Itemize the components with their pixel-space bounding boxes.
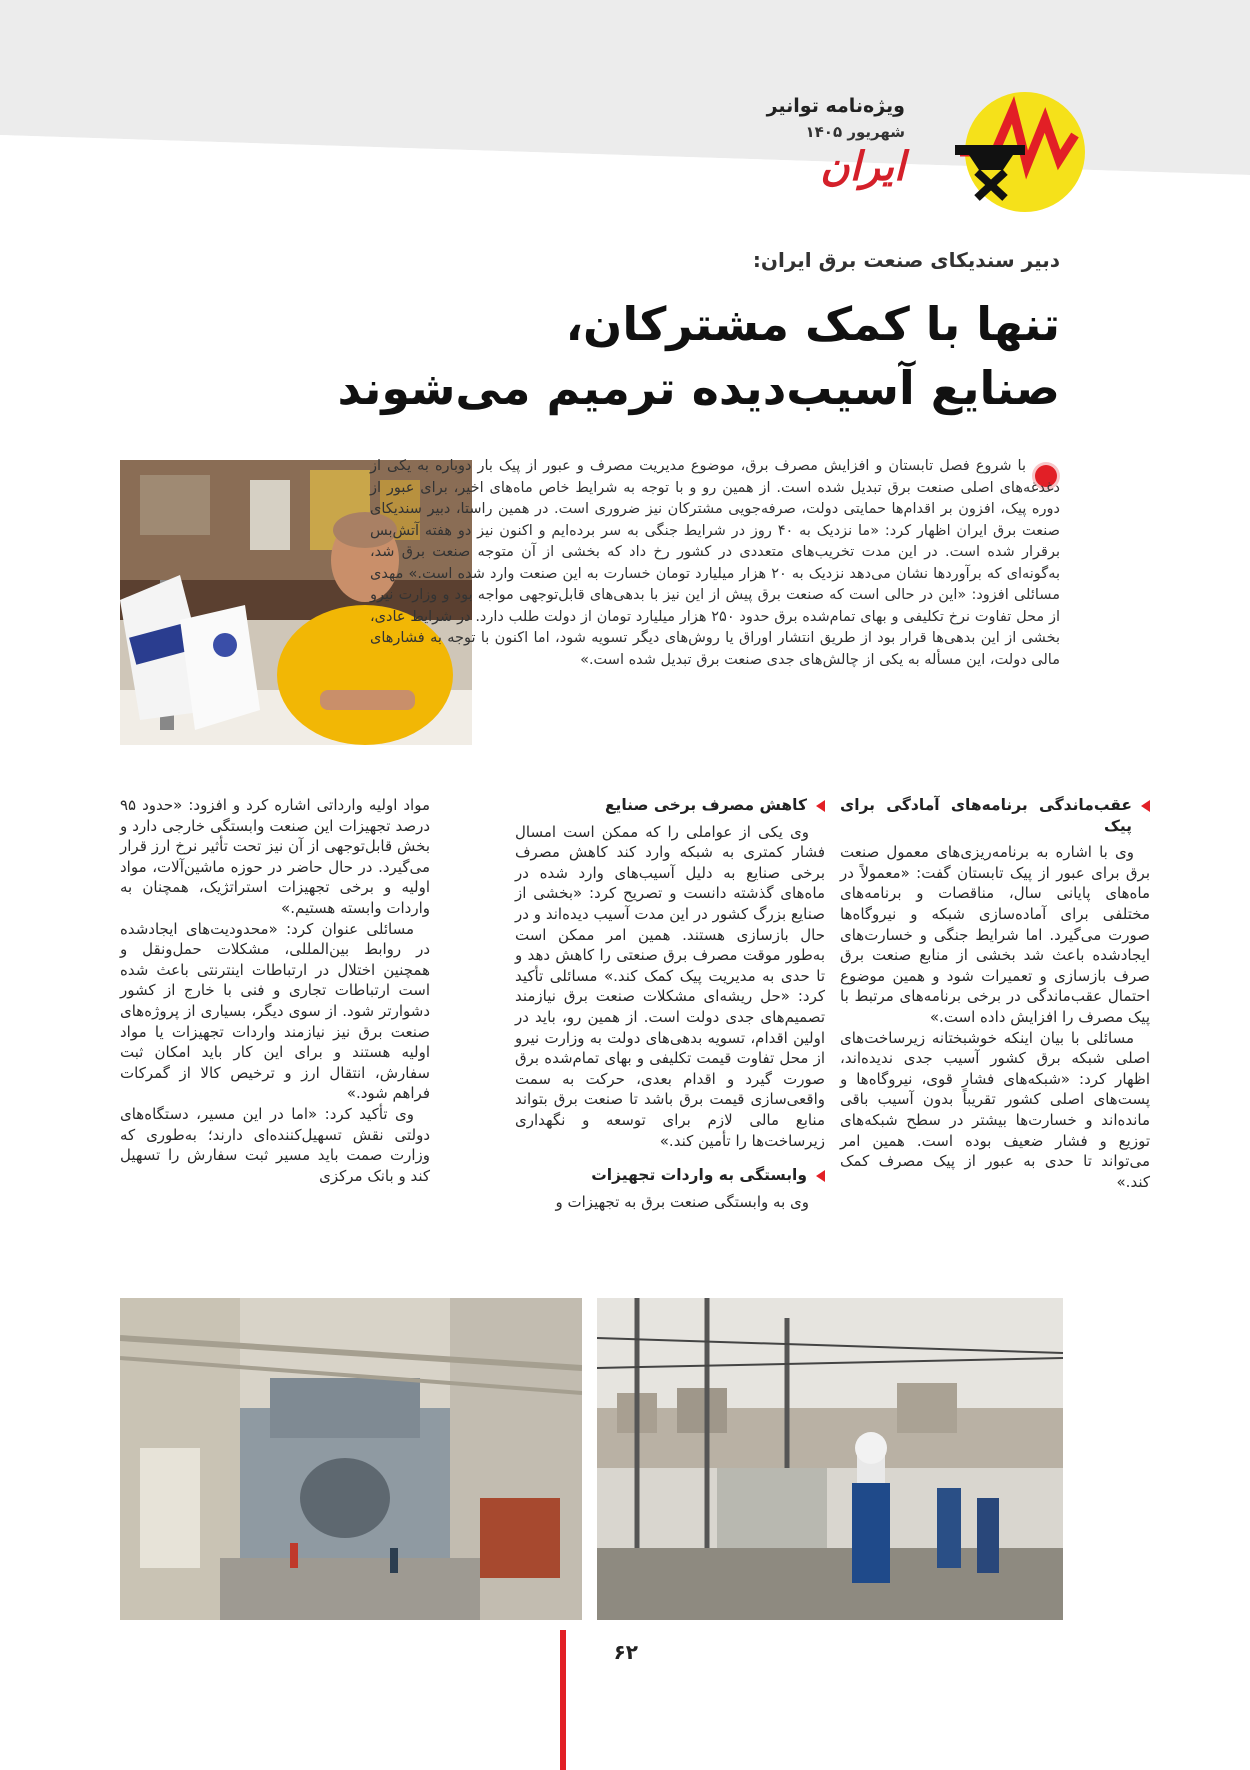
paragraph: مواد اولیه وارداتی اشاره کرد و افزود: «حدود ۹۵ درصد تجهیزات این صنعت وابستگی خارجی دارد و بخش قابل‌توجهی از آن نیز تحت تأثیر نرخ ارز قرار می‌گیرد. در حال حاضر در حوزه ماشین‌آلات، مواد اولیه و برخی تجهیزات استراتژیک، همچنان به واردات وابسته هستیم.» [120,796,430,917]
headline-line-2: صنایع آسیب‌دیده ترمیم می‌شوند [337,361,1060,415]
subheading-import-dependency: وابستگی به واردات تجهیزات [515,1165,825,1186]
publication-brand [767,95,905,190]
paragraph: مسائلی با بیان اینکه خوشبختانه زیرساخت‌های اصلی شبکه برق کشور آسیب جدی ندیده‌اند، اظهار کرد: «شبکه‌های فشار قوی، نیروگاه‌ها و پست‌های اصلی کشور تقریباً بدون آسیب باقی مانده‌اند و خسارت‌ها بیشتر در سطح شبکه‌های توزیع و فشار ضعیف بوده است. همین امر می‌تواند تا حدی به عبور از پیک مصرف کمک کند.» [840,1028,1150,1191]
column-middle [515,795,825,1212]
iran-logo: ایران [820,143,905,190]
subheading-industry-consumption: کاهش مصرف برخی صنایع [515,795,825,816]
column-left [120,795,430,1186]
supplement-title: ویژه‌نامه توانیر [766,95,905,117]
article-headline [110,292,1060,420]
paragraph: وی یکی از عواملی را که ممکن است امسال فشار کمتری به شبکه وارد کند کاهش مصرف برخی صنایع به دلیل آسیب‌های وارد شده در ماه‌های گذشته دانست و تصریح کرد: «بخشی از صنایع بزرگ کشور در این مدت آسیب دیده‌اند و در حال بازسازی هستند. همین امر ممکن است به‌طور موقت مصرف برق صنعتی را کاهش دهد و تا حدی به مدیریت پیک کمک کند.» مسائلی تأکید کرد: «حل ریشه‌ای مشکلات صنعت برق نیازمند تصمیم‌های جدی دولت است. از همین رو، باید در اولین اقدام، تسویه بدهی‌های دولت به وزارت نیرو از محل تفاوت قیمت تکلیفی و بهای تمام‌شده برق صورت گیرد و اقدام بعدی، حرکت به سمت واقعی‌سازی قیمت برق باشد تا صنعت برق بتواند منابع مالی لازم برای توسعه و نگهداری زیرساخت‌ها را تأمین کند.» [515,822,825,1150]
power-plant-photo [120,1298,582,1620]
page-number-bar [560,1630,566,1770]
article-kicker: دبیر سندیکای صنعت برق ایران: [752,248,1060,272]
substation-photo [597,1298,1063,1620]
page-number: ۶۲ [613,1640,638,1664]
headline-line-1: تنها با کمک مشترکان، [565,297,1060,351]
paragraph: وی با اشاره به برنامه‌ریزی‌های معمول صنعت برق برای عبور از پیک تابستان گفت: «معمولاً در ماه‌های پایانی سال، مناقصات و برنامه‌های مختلفی برای آماده‌سازی شبکه و نیروگاه‌ها صورت می‌گیرد. اما شرایط جنگی و خسارت‌های ایجادشده باعث شد بخشی از منابع صنعت برق صرف بازسازی و تعمیرات شود و همین موضوع احتمال عقب‌ماندگی در برخی برنامه‌های مرتبط با پیک مصرف را افزایش داده است.» [840,843,1150,1026]
paragraph: مسائلی عنوان کرد: «محدودیت‌های ایجادشده در روابط بین‌المللی، مشکلات حمل‌ونقل و همچنین اختلال در ارتباطات اینترنتی باعث شده است ارتباطات تجاری و فنی با خارج از کشور دشوارتر شود. از سوی دیگر، بسیاری از پروژه‌های صنعت برق نیز نیازمند واردات تجهیزات یا مواد اولیه هستند و برای این کار باید امکان ثبت سفارش، انتقال ارز و ترخیص کالا از گمرکات فراهم شود.» [120,919,430,1103]
paragraph: وی تأکید کرد: «اما در این مسیر، دستگاه‌های دولتی نقش تسهیل‌کننده‌ای دارند؛ به‌طوری که وزارت صمت باید مسیر ثبت سفارش را تسهیل کند و بانک مرکزی [120,1104,430,1185]
paragraph: وی به وابستگی صنعت برق به تجهیزات و [555,1192,809,1211]
tavanir-logo-icon [955,90,1085,220]
lead-text: با شروع فصل تابستان و افزایش مصرف برق، موضوع مدیریت مصرف و عبور از پیک بار دوباره به یکی از دغدغه‌های اصلی صنعت برق تبدیل شده است. از همین رو و با توجه به شرایط خاص ماه‌های اخیر، برای عبور از دوره پیک، افزون بر اقدام‌ها حمایتی دولت، صرفه‌جویی مشترکان نیز ضروری است. در همین راستا، دبیر سندیکای صنعت برق ایران اظهار کرد: «ما نزدیک به ۴۰ روز در شرایط جنگی به سر برده‌ایم و اکنون نیز دو هفته آتش‌بس برقرار شده است. در این مدت تخریب‌های متعددی در کشور رخ داد که بخشی از آن متوجه صنعت برق شد، به‌گونه‌ای که برآوردها نشان می‌دهد نزدیک به ۲۰ هزار میلیارد تومان خسارت به این صنعت وارد شده است.» مهدی مسائلی افزود: «این در حالی است که صنعت برق پیش از این نیز با بدهی‌های قابل‌توجهی مواجه بود و وزارت نیرو از محل تفاوت نرخ تکلیفی و بهای تمام‌شده برق حدود ۲۵۰ هزار میلیارد تومان از دولت طلب دارد. در شرایط عادی، بخشی از این بدهی‌ها قرار بود از طریق انتشار اوراق یا روش‌های دیگر تسویه شود، اما اکنون با توجه به فشارهای مالی دولت، این مسأله به یکی از چالش‌های جدی صنعت برق تبدیل شده است.» [370,458,1061,668]
subheading-peak-readiness: عقب‌ماندگی برنامه‌های آمادگی برای پیک [840,795,1150,836]
article-lead [370,456,1060,671]
column-right [840,795,1150,1192]
issue-date: شهریور ۱۴۰۵ [805,123,905,141]
